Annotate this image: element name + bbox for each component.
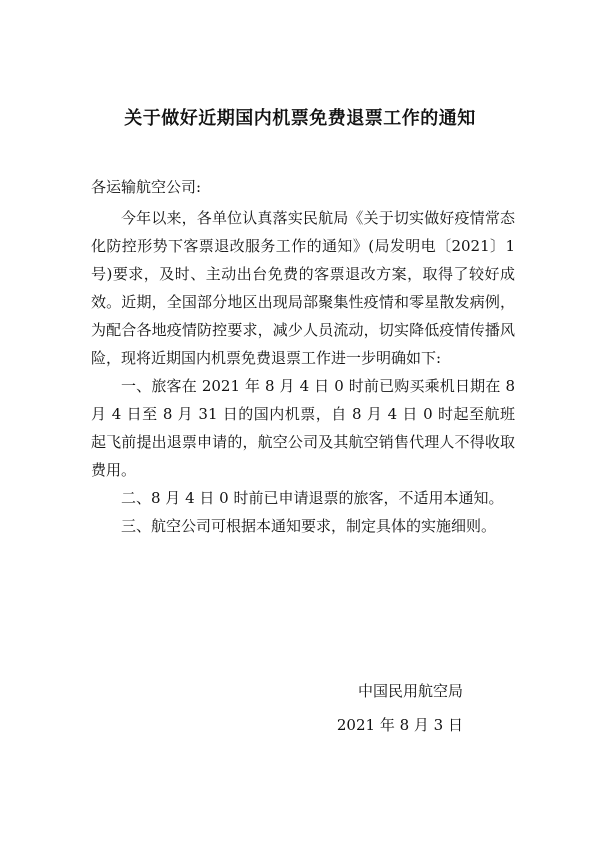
paragraph-item-2: 二、8 月 4 日 0 时前已申请退票的旅客，不适用本通知。 (121, 489, 504, 507)
issuer-name: 中国民用航空局 (357, 682, 463, 700)
salutation: 各运输航空公司: (91, 178, 202, 196)
signature-block (0, 674, 463, 742)
paragraph-intro: 今年以来，各单位认真落实民航局《关于切实做好疫情常态化防控形势下客票退改服务工作的通知》(局发明电〔2021〕1号)要求，及时、主动出台免费的客票退改方案，取得了较好成效。近期，全国部分地区出现局部聚集性疫情和零星散发病例，为配合各地疫情防控要求，减少人员流动，切实降低疫情传播风险，现将近期国内机票免费退票工作进一步明确如下: (91, 209, 515, 367)
document-body (91, 204, 515, 540)
paragraph-item-1: 一、旅客在 2021 年 8 月 4 日 0 时前已购买乘机日期在 8 月 4 日至 8 月 31 日的国内机票，自 8 月 4 日 0 时起至航班起飞前提出退票申请的，航空公司及其航空销售代理人不得收取费用。 (91, 377, 515, 479)
document-title: 关于做好近期国内机票免费退票工作的通知 (124, 108, 476, 129)
issue-date: 2021 年 8 月 3 日 (336, 716, 463, 734)
paragraph-item-3: 三、航空公司可根据本通知要求，制定具体的实施细则。 (121, 517, 497, 535)
